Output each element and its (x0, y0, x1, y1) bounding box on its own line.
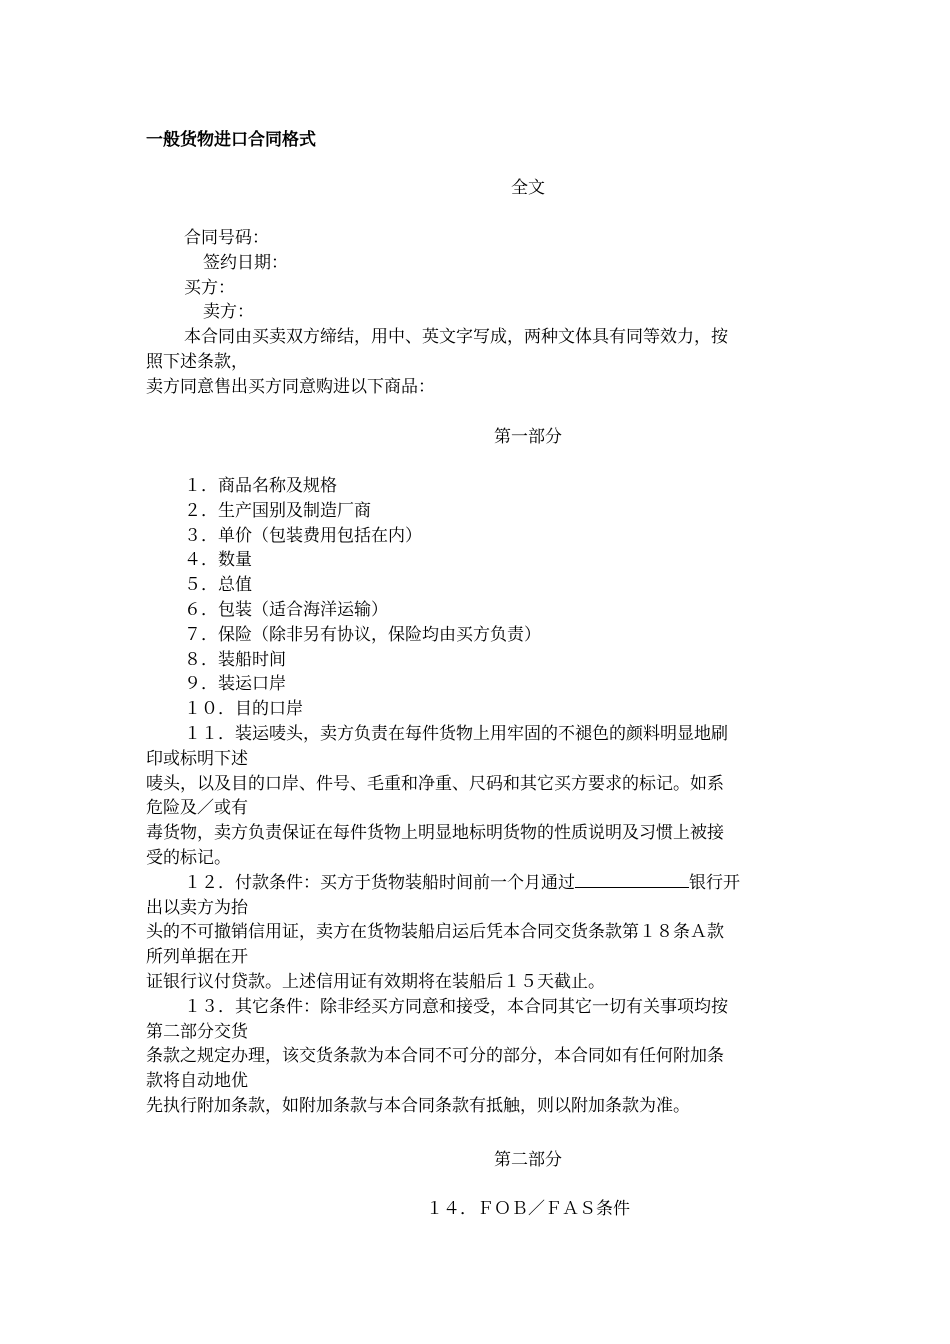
clause-14-heading: １４．ＦＯＢ／ＦＡＳ条件 (426, 1199, 630, 1219)
clause-item: ６．包装（适合海洋运输） (184, 599, 388, 620)
clause-12-line: 出以卖方为抬 (146, 897, 248, 918)
clause-item: ２．生产国别及制造厂商 (184, 500, 371, 521)
document-subtitle: 全文 (511, 178, 545, 198)
clause-item: ３．单价（包装费用包括在内） (184, 525, 422, 546)
clause-12-line (146, 871, 806, 896)
part2-heading: 第二部分 (494, 1150, 562, 1170)
clause-12-prefix: １２．付款条件：买方于货物装船时间前一个月通过 (184, 872, 575, 893)
clause-13-line: 第二部分交货 (146, 1021, 248, 1042)
part1-body (146, 474, 806, 1119)
clause-11-line: １１．装运唛头，卖方负责在每件货物上用牢固的不褪色的颜料明显地刷 (184, 723, 728, 744)
clause-item: １．商品名称及规格 (184, 476, 337, 496)
clause-11-line: 危险及／或有 (146, 798, 248, 819)
clause-13-line: 先执行附加条款，如附加条款与本合同条款有抵触，则以附加条款为准。 (146, 1095, 690, 1116)
clause-item: ９．装运口岸 (184, 674, 286, 695)
bank-name-blank[interactable] (575, 873, 689, 888)
intro-line: 本合同由买卖双方缔结，用中、英文字写成，两种文体具有同等效力，按 (184, 327, 728, 348)
clause-11-line: 毒货物，卖方负责保证在每件货物上明显地标明货物的性质说明及习惯上被接 (146, 823, 724, 844)
clause-item: １０．目的口岸 (184, 699, 303, 720)
sign-date-label: 签约日期： (203, 252, 288, 273)
clause-12-line: 头的不可撤销信用证，卖方在货物装船启运后凭本合同交货条款第１８条Ａ款 (146, 922, 724, 943)
intro-line: 卖方同意售出买方同意购进以下商品： (146, 376, 435, 397)
clause-item: ４．数量 (184, 550, 252, 571)
contract-number-label: 合同号码： (184, 228, 269, 248)
clause-11-line: 唛头，以及目的口岸、件号、毛重和净重、尺码和其它买方要求的标记。如系 (146, 773, 724, 794)
clause-item: ７．保险（除非另有协议，保险均由买方负责） (184, 624, 541, 645)
intro-line: 照下述条款， (146, 351, 248, 372)
clause-13-line: １３．其它条件：除非经买方同意和接受，本合同其它一切有关事项均按 (184, 996, 728, 1017)
part1-heading: 第一部分 (494, 427, 562, 447)
seller-label: 卖方： (203, 302, 254, 323)
clause-12-line: 证银行议付贷款。上述信用证有效期将在装船后１５天截止。 (146, 971, 605, 992)
document-title: 一般货物进口合同格式 (146, 130, 316, 150)
clause-13-line: 款将自动地优 (146, 1071, 248, 1092)
clause-12-line: 所列单据在开 (146, 947, 248, 968)
clause-item: ８．装船时间 (184, 649, 286, 670)
clause-11-line: 印或标明下述 (146, 748, 248, 769)
document-body (146, 226, 806, 400)
clause-13-line: 条款之规定办理，该交货条款为本合同不可分的部分，本合同如有任何附加条 (146, 1046, 724, 1067)
clause-12-suffix: 银行开 (689, 872, 740, 893)
clause-item: ５．总值 (184, 575, 252, 596)
clause-11-line: 受的标记。 (146, 847, 231, 868)
buyer-label: 买方： (184, 277, 235, 298)
